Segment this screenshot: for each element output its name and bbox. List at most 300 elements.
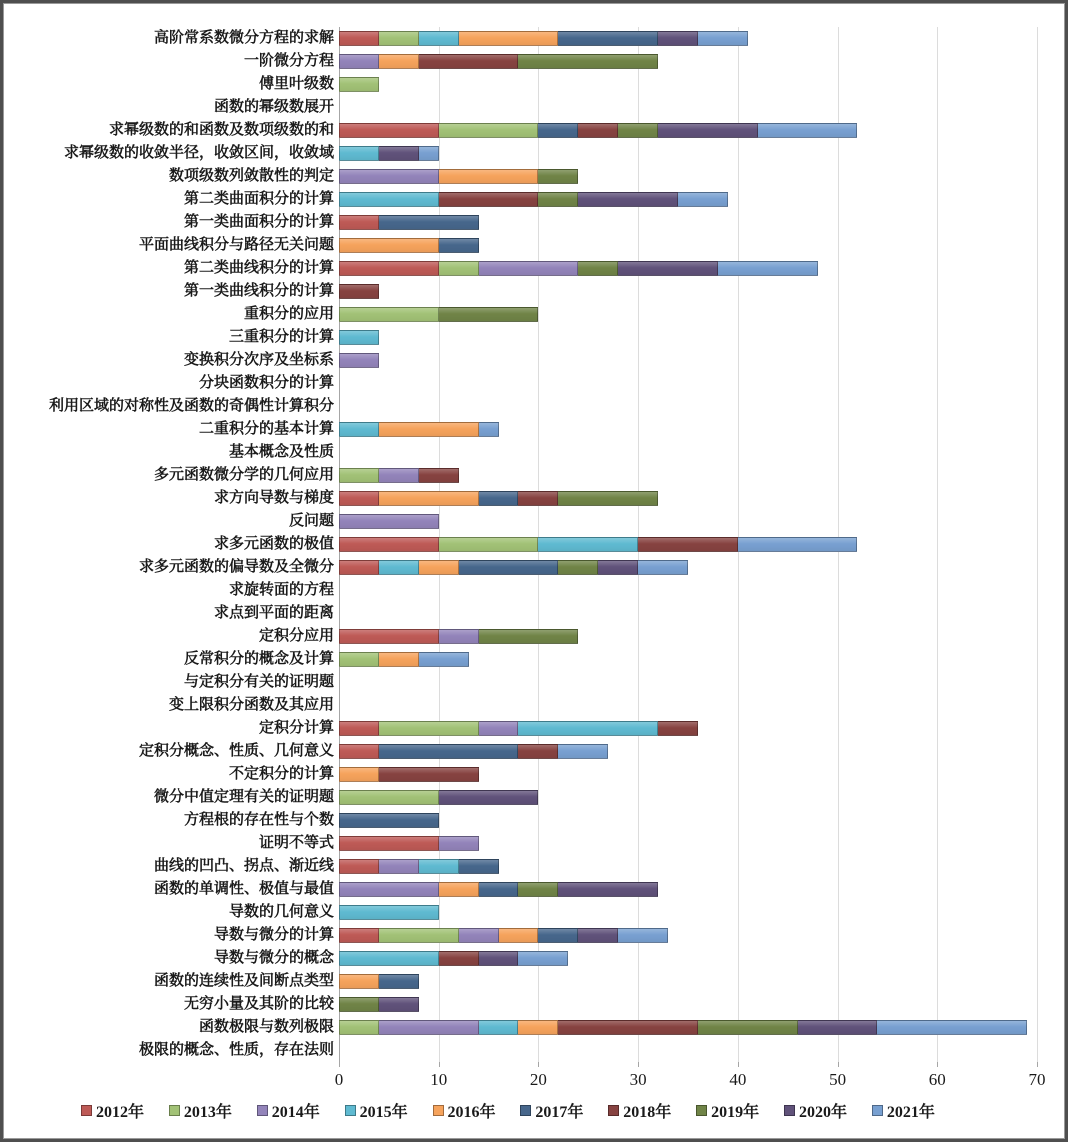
legend-item-2015年 bbox=[345, 1099, 408, 1122]
bar-track bbox=[339, 836, 1037, 851]
bar-segment-2018年-10 bbox=[419, 54, 519, 69]
category-row bbox=[9, 165, 339, 188]
bar-track bbox=[339, 882, 1037, 897]
bar-track bbox=[339, 376, 1037, 391]
bar-row bbox=[339, 487, 1037, 510]
bar-segment-2018年-4 bbox=[518, 744, 558, 759]
bar-row bbox=[339, 165, 1037, 188]
category-label: 傅里叶级数 bbox=[258, 76, 334, 92]
category-axis bbox=[9, 27, 339, 1062]
bar-segment-2012年-4 bbox=[339, 928, 379, 943]
x-tick-label: 30 bbox=[629, 1070, 647, 1089]
legend-label: 2018年 bbox=[623, 1104, 672, 1121]
bar-track bbox=[339, 468, 1037, 483]
bar-segment-2016年-4 bbox=[499, 928, 539, 943]
category-row bbox=[9, 303, 339, 326]
category-row bbox=[9, 855, 339, 878]
bar-segment-2019年-4 bbox=[339, 997, 379, 1012]
x-tick-mark bbox=[538, 1062, 539, 1067]
bar-track bbox=[339, 77, 1037, 92]
legend-swatch-icon bbox=[608, 1105, 619, 1116]
legend-label: 2016年 bbox=[447, 1104, 496, 1121]
bar-segment-2013年-10 bbox=[439, 123, 539, 138]
category-row bbox=[9, 694, 339, 717]
x-tick-mark bbox=[439, 1062, 440, 1067]
category-row bbox=[9, 326, 339, 349]
bar-segment-2014年-4 bbox=[379, 468, 419, 483]
bar-track bbox=[339, 905, 1037, 920]
bar-segment-2019年-10 bbox=[558, 491, 658, 506]
bar-segment-2015年-4 bbox=[379, 560, 419, 575]
bar-row bbox=[339, 970, 1037, 993]
bar-segment-2018年-4 bbox=[419, 468, 459, 483]
x-tick-label: 40 bbox=[729, 1070, 747, 1089]
bar-row bbox=[339, 1016, 1037, 1039]
category-label: 求点到平面的距离 bbox=[213, 605, 334, 621]
bar-row bbox=[339, 280, 1037, 303]
bar-segment-2015年-4 bbox=[479, 1020, 519, 1035]
category-row bbox=[9, 625, 339, 648]
bar-segment-2020年-10 bbox=[658, 123, 758, 138]
bar-segment-2015年-10 bbox=[538, 537, 638, 552]
bar-row bbox=[339, 740, 1037, 763]
bar-row bbox=[339, 947, 1037, 970]
bar-segment-2019年-4 bbox=[538, 192, 578, 207]
bar-segment-2016年-4 bbox=[339, 767, 379, 782]
category-label: 求多元函数的极值 bbox=[213, 536, 334, 552]
category-label: 第二类曲线积分的计算 bbox=[183, 260, 334, 276]
bar-segment-2018年-14 bbox=[558, 1020, 698, 1035]
bar-track bbox=[339, 445, 1037, 460]
category-label: 多元函数微分学的几何应用 bbox=[153, 467, 334, 483]
legend-swatch-icon bbox=[520, 1105, 531, 1116]
category-label: 求多元函数的偏导数及全微分 bbox=[138, 559, 334, 575]
bar-track bbox=[339, 606, 1037, 621]
bar-row bbox=[339, 878, 1037, 901]
category-label: 数项级数列敛散性的判定 bbox=[168, 168, 334, 184]
bar-segment-2019年-4 bbox=[558, 560, 598, 575]
bar-segment-2014年-4 bbox=[339, 353, 379, 368]
bar-track bbox=[339, 721, 1037, 736]
legend-label: 2019年 bbox=[711, 1104, 760, 1121]
legend-swatch-icon bbox=[345, 1105, 356, 1116]
bar-segment-2014年-4 bbox=[439, 836, 479, 851]
bar-row bbox=[339, 418, 1037, 441]
bar-segment-2017年-4 bbox=[538, 123, 578, 138]
bar-segment-2014年-10 bbox=[379, 1020, 479, 1035]
bar-row bbox=[339, 326, 1037, 349]
category-row bbox=[9, 579, 339, 602]
bar-segment-2020年-4 bbox=[479, 951, 519, 966]
legend-item-2020年 bbox=[784, 1099, 847, 1122]
bar-segment-2017年-4 bbox=[479, 491, 519, 506]
category-row bbox=[9, 648, 339, 671]
bar-segment-2017年-4 bbox=[379, 974, 419, 989]
legend-item-2014年 bbox=[257, 1099, 320, 1122]
bar-segment-2014年-4 bbox=[439, 629, 479, 644]
x-axis bbox=[334, 1062, 1046, 1096]
bar-row bbox=[339, 694, 1037, 717]
bar-segment-2020年-10 bbox=[439, 790, 539, 805]
bar-segment-2015年-4 bbox=[419, 859, 459, 874]
bar-track bbox=[339, 1043, 1037, 1058]
bar-segment-2014年-10 bbox=[339, 514, 439, 529]
bar-segment-2018年-10 bbox=[379, 767, 479, 782]
category-label: 三重积分的计算 bbox=[228, 329, 334, 345]
category-row bbox=[9, 924, 339, 947]
category-label: 无穷小量及其阶的比较 bbox=[183, 996, 334, 1012]
bar-segment-2017年-4 bbox=[439, 238, 479, 253]
bar-segment-2021年-15 bbox=[877, 1020, 1027, 1035]
category-label: 极限的概念、性质，存在法则 bbox=[138, 1042, 334, 1058]
category-label: 反常积分的概念及计算 bbox=[183, 651, 334, 667]
bar-segment-2012年-10 bbox=[339, 537, 439, 552]
bar-row bbox=[339, 924, 1037, 947]
bar-track bbox=[339, 514, 1037, 529]
category-row bbox=[9, 556, 339, 579]
category-label: 导数的几何意义 bbox=[228, 904, 334, 920]
x-tick-mark bbox=[738, 1062, 739, 1067]
category-label: 二重积分的基本计算 bbox=[198, 421, 334, 437]
bar-segment-2018年-10 bbox=[439, 192, 539, 207]
category-row bbox=[9, 280, 339, 303]
category-label: 分块函数积分的计算 bbox=[198, 375, 334, 391]
bar-track bbox=[339, 31, 1037, 46]
category-row bbox=[9, 50, 339, 73]
bar-segment-2016年-10 bbox=[439, 169, 539, 184]
legend-swatch-icon bbox=[169, 1105, 180, 1116]
bar-segment-2013年-4 bbox=[379, 31, 419, 46]
bar-track bbox=[339, 399, 1037, 414]
bar-row bbox=[339, 510, 1037, 533]
bar-segment-2016年-4 bbox=[439, 882, 479, 897]
category-row bbox=[9, 464, 339, 487]
bar-segment-2016年-4 bbox=[379, 652, 419, 667]
bar-segment-2018年-10 bbox=[638, 537, 738, 552]
bar-segment-2020年-4 bbox=[578, 928, 618, 943]
category-label: 第一类曲面积分的计算 bbox=[183, 214, 334, 230]
bar-segment-2012年-4 bbox=[339, 744, 379, 759]
bar-segment-2019年-14 bbox=[518, 54, 658, 69]
bar-segment-2012年-4 bbox=[339, 31, 379, 46]
bar-track bbox=[339, 261, 1037, 276]
bar-segment-2012年-4 bbox=[339, 859, 379, 874]
category-label: 导数与微分的计算 bbox=[213, 927, 334, 943]
bar-row bbox=[339, 993, 1037, 1016]
legend-label: 2013年 bbox=[183, 1104, 232, 1121]
category-row bbox=[9, 441, 339, 464]
bar-segment-2021年-5 bbox=[518, 951, 568, 966]
category-row bbox=[9, 901, 339, 924]
bar-segment-2016年-4 bbox=[518, 1020, 558, 1035]
bar-segment-2020年-10 bbox=[578, 192, 678, 207]
category-row bbox=[9, 349, 339, 372]
bar-segment-2020年-10 bbox=[618, 261, 718, 276]
bar-segment-2013年-4 bbox=[339, 77, 379, 92]
x-tick-label: 50 bbox=[829, 1070, 847, 1089]
legend-item-2013年 bbox=[169, 1099, 232, 1122]
legend-swatch-icon bbox=[872, 1105, 883, 1116]
bar-segment-2015年-4 bbox=[419, 31, 459, 46]
bar-segment-2020年-4 bbox=[598, 560, 638, 575]
bar-row bbox=[339, 142, 1037, 165]
category-label: 方程根的存在性与个数 bbox=[183, 812, 334, 828]
category-label: 求幂级数的和函数及数项级数的和 bbox=[108, 122, 334, 138]
bar-segment-2018年-4 bbox=[439, 951, 479, 966]
legend-swatch-icon bbox=[433, 1105, 444, 1116]
category-row bbox=[9, 395, 339, 418]
bar-segment-2017年-4 bbox=[459, 859, 499, 874]
x-tick-label: 20 bbox=[529, 1070, 547, 1089]
bar-segment-2012年-10 bbox=[339, 629, 439, 644]
bar-segment-2014年-4 bbox=[459, 928, 499, 943]
legend-item-2018年 bbox=[608, 1099, 671, 1122]
bar-segment-2021年-2 bbox=[479, 422, 499, 437]
bar-row bbox=[339, 441, 1037, 464]
category-label: 重积分的应用 bbox=[243, 306, 334, 322]
bar-segment-2017年-4 bbox=[479, 882, 519, 897]
bar-segment-2014年-4 bbox=[479, 721, 519, 736]
category-label: 变上限积分函数及其应用 bbox=[168, 697, 334, 713]
legend-label: 2017年 bbox=[535, 1104, 584, 1121]
bar-track bbox=[339, 537, 1037, 552]
category-row bbox=[9, 487, 339, 510]
category-row bbox=[9, 786, 339, 809]
x-tick-mark bbox=[339, 1062, 340, 1067]
bar-segment-2015年-14 bbox=[518, 721, 658, 736]
category-row bbox=[9, 947, 339, 970]
bar-track bbox=[339, 629, 1037, 644]
category-row bbox=[9, 740, 339, 763]
bar-segment-2014年-10 bbox=[339, 169, 439, 184]
x-tick-mark bbox=[838, 1062, 839, 1067]
bar-row bbox=[339, 832, 1037, 855]
bar-row bbox=[339, 625, 1037, 648]
bar-row bbox=[339, 50, 1037, 73]
bar-segment-2017年-14 bbox=[379, 744, 519, 759]
bar-segment-2015年-10 bbox=[339, 192, 439, 207]
category-row bbox=[9, 671, 339, 694]
bar-segment-2013年-4 bbox=[339, 1020, 379, 1035]
bar-segment-2021年-5 bbox=[419, 652, 469, 667]
bar-row bbox=[339, 96, 1037, 119]
category-label: 第一类曲线积分的计算 bbox=[183, 283, 334, 299]
bar-segment-2016年-10 bbox=[459, 31, 559, 46]
category-row bbox=[9, 73, 339, 96]
bar-segment-2015年-10 bbox=[339, 951, 439, 966]
chart-body bbox=[9, 27, 1037, 1062]
category-label: 证明不等式 bbox=[258, 835, 334, 851]
bar-segment-2012年-10 bbox=[339, 261, 439, 276]
stacked-bar-chart bbox=[9, 27, 1046, 1096]
gridline bbox=[1037, 27, 1038, 1062]
x-tick-label: 0 bbox=[334, 1070, 344, 1089]
bar-segment-2013年-8 bbox=[379, 928, 459, 943]
bar-row bbox=[339, 234, 1037, 257]
bar-segment-2015年-10 bbox=[339, 905, 439, 920]
plot-area bbox=[339, 27, 1037, 1062]
category-label: 定积分概念、性质、几何意义 bbox=[138, 743, 334, 759]
bar-segment-2020年-8 bbox=[798, 1020, 878, 1035]
bar-segment-2012年-10 bbox=[339, 836, 439, 851]
category-label: 不定积分的计算 bbox=[228, 766, 334, 782]
bar-segment-2016年-4 bbox=[339, 974, 379, 989]
category-row bbox=[9, 142, 339, 165]
category-label: 函数极限与数列极限 bbox=[198, 1019, 334, 1035]
bar-segment-2014年-4 bbox=[379, 859, 419, 874]
legend-swatch-icon bbox=[81, 1105, 92, 1116]
bar-row bbox=[339, 671, 1037, 694]
bar-segment-2016年-4 bbox=[379, 54, 419, 69]
bar-segment-2013年-10 bbox=[439, 537, 539, 552]
bar-segment-2020年-4 bbox=[658, 31, 698, 46]
category-label: 一阶微分方程 bbox=[243, 53, 334, 69]
category-row bbox=[9, 832, 339, 855]
bar-track bbox=[339, 928, 1037, 943]
legend-label: 2021年 bbox=[886, 1104, 935, 1121]
bar-track bbox=[339, 192, 1037, 207]
bar-row bbox=[339, 786, 1037, 809]
bar-segment-2016年-10 bbox=[379, 491, 479, 506]
bar-row bbox=[339, 257, 1037, 280]
legend-label: 2012年 bbox=[96, 1104, 145, 1121]
bar-row bbox=[339, 533, 1037, 556]
category-row bbox=[9, 970, 339, 993]
legend-item-2019年 bbox=[696, 1099, 759, 1122]
bar-row bbox=[339, 395, 1037, 418]
x-tick-mark bbox=[638, 1062, 639, 1067]
bar-row bbox=[339, 73, 1037, 96]
category-label: 曲线的凹凸、拐点、渐近线 bbox=[153, 858, 334, 874]
bar-track bbox=[339, 146, 1037, 161]
bar-row bbox=[339, 372, 1037, 395]
bar-segment-2021年-5 bbox=[558, 744, 608, 759]
category-row bbox=[9, 372, 339, 395]
bar-segment-2014年-4 bbox=[339, 54, 379, 69]
category-label: 微分中值定理有关的证明题 bbox=[153, 789, 334, 805]
legend-label: 2015年 bbox=[359, 1104, 408, 1121]
bar-segment-2013年-4 bbox=[339, 652, 379, 667]
bar-row bbox=[339, 855, 1037, 878]
bar-segment-2018年-4 bbox=[339, 284, 379, 299]
bar-segment-2021年-5 bbox=[618, 928, 668, 943]
category-label: 基本概念及性质 bbox=[228, 444, 334, 460]
bar-row bbox=[339, 1039, 1037, 1062]
category-label: 导数与微分的概念 bbox=[213, 950, 334, 966]
legend-item-2016年 bbox=[433, 1099, 496, 1122]
bar-track bbox=[339, 330, 1037, 345]
bar-row bbox=[339, 119, 1037, 142]
bar-track bbox=[339, 790, 1037, 805]
bar-segment-2021年-10 bbox=[718, 261, 818, 276]
bar-row bbox=[339, 809, 1037, 832]
bar-row bbox=[339, 188, 1037, 211]
category-label: 求旋转面的方程 bbox=[228, 582, 334, 598]
bar-segment-2020年-10 bbox=[558, 882, 658, 897]
bar-segment-2015年-4 bbox=[339, 330, 379, 345]
bar-track bbox=[339, 813, 1037, 828]
category-label: 定积分应用 bbox=[258, 628, 334, 644]
category-row bbox=[9, 257, 339, 280]
category-label: 利用区域的对称性及函数的奇偶性计算积分 bbox=[48, 398, 334, 414]
bar-segment-2021年-5 bbox=[698, 31, 748, 46]
bar-segment-2013年-10 bbox=[339, 790, 439, 805]
legend-item-2017年 bbox=[520, 1099, 583, 1122]
x-tick-mark bbox=[937, 1062, 938, 1067]
bar-track bbox=[339, 215, 1037, 230]
x-tick-mark bbox=[1037, 1062, 1038, 1067]
bar-row bbox=[339, 349, 1037, 372]
bar-segment-2019年-4 bbox=[518, 882, 558, 897]
bar-segment-2015年-4 bbox=[339, 422, 379, 437]
bar-track bbox=[339, 100, 1037, 115]
category-label: 求幂级数的收敛半径，收敛区间，收敛域 bbox=[63, 145, 334, 161]
bar-track bbox=[339, 974, 1037, 989]
category-row bbox=[9, 878, 339, 901]
bar-row bbox=[339, 648, 1037, 671]
bar-track bbox=[339, 54, 1037, 69]
category-row bbox=[9, 533, 339, 556]
bar-track bbox=[339, 560, 1037, 575]
bar-track bbox=[339, 123, 1037, 138]
bar-segment-2021年-12 bbox=[738, 537, 858, 552]
bar-row bbox=[339, 556, 1037, 579]
category-row bbox=[9, 1039, 339, 1062]
category-row bbox=[9, 119, 339, 142]
bar-row bbox=[339, 27, 1037, 50]
bar-segment-2020年-4 bbox=[379, 997, 419, 1012]
bar-track bbox=[339, 238, 1037, 253]
bar-track bbox=[339, 652, 1037, 667]
category-row bbox=[9, 510, 339, 533]
bar-track bbox=[339, 767, 1037, 782]
bar-segment-2019年-10 bbox=[439, 307, 539, 322]
category-label: 高阶常系数微分方程的求解 bbox=[153, 30, 334, 46]
legend-swatch-icon bbox=[784, 1105, 795, 1116]
category-row bbox=[9, 418, 339, 441]
legend-item-2012年 bbox=[81, 1099, 144, 1122]
category-row bbox=[9, 211, 339, 234]
x-tick-label: 70 bbox=[1028, 1070, 1046, 1089]
bar-segment-2017年-10 bbox=[379, 215, 479, 230]
bar-row bbox=[339, 717, 1037, 740]
bar-row bbox=[339, 464, 1037, 487]
bar-segment-2020年-4 bbox=[379, 146, 419, 161]
legend-swatch-icon bbox=[696, 1105, 707, 1116]
category-label: 反问题 bbox=[288, 513, 334, 529]
bar-row bbox=[339, 579, 1037, 602]
bar-row bbox=[339, 211, 1037, 234]
bar-segment-2013年-4 bbox=[439, 261, 479, 276]
bar-track bbox=[339, 491, 1037, 506]
bar-segment-2019年-10 bbox=[698, 1020, 798, 1035]
bar-segment-2013年-10 bbox=[339, 307, 439, 322]
bar-segment-2016年-4 bbox=[419, 560, 459, 575]
category-row bbox=[9, 1016, 339, 1039]
bar-segment-2012年-10 bbox=[339, 123, 439, 138]
legend-label: 2014年 bbox=[271, 1104, 320, 1121]
bar-segment-2019年-10 bbox=[479, 629, 579, 644]
bar-segment-2016年-10 bbox=[379, 422, 479, 437]
category-label: 与定积分有关的证明题 bbox=[183, 674, 334, 690]
category-label: 平面曲线积分与路径无关问题 bbox=[138, 237, 334, 253]
category-row bbox=[9, 27, 339, 50]
legend bbox=[81, 1099, 935, 1122]
category-row bbox=[9, 602, 339, 625]
bar-segment-2021年-10 bbox=[758, 123, 858, 138]
bar-row bbox=[339, 763, 1037, 786]
legend-label: 2020年 bbox=[799, 1104, 848, 1121]
